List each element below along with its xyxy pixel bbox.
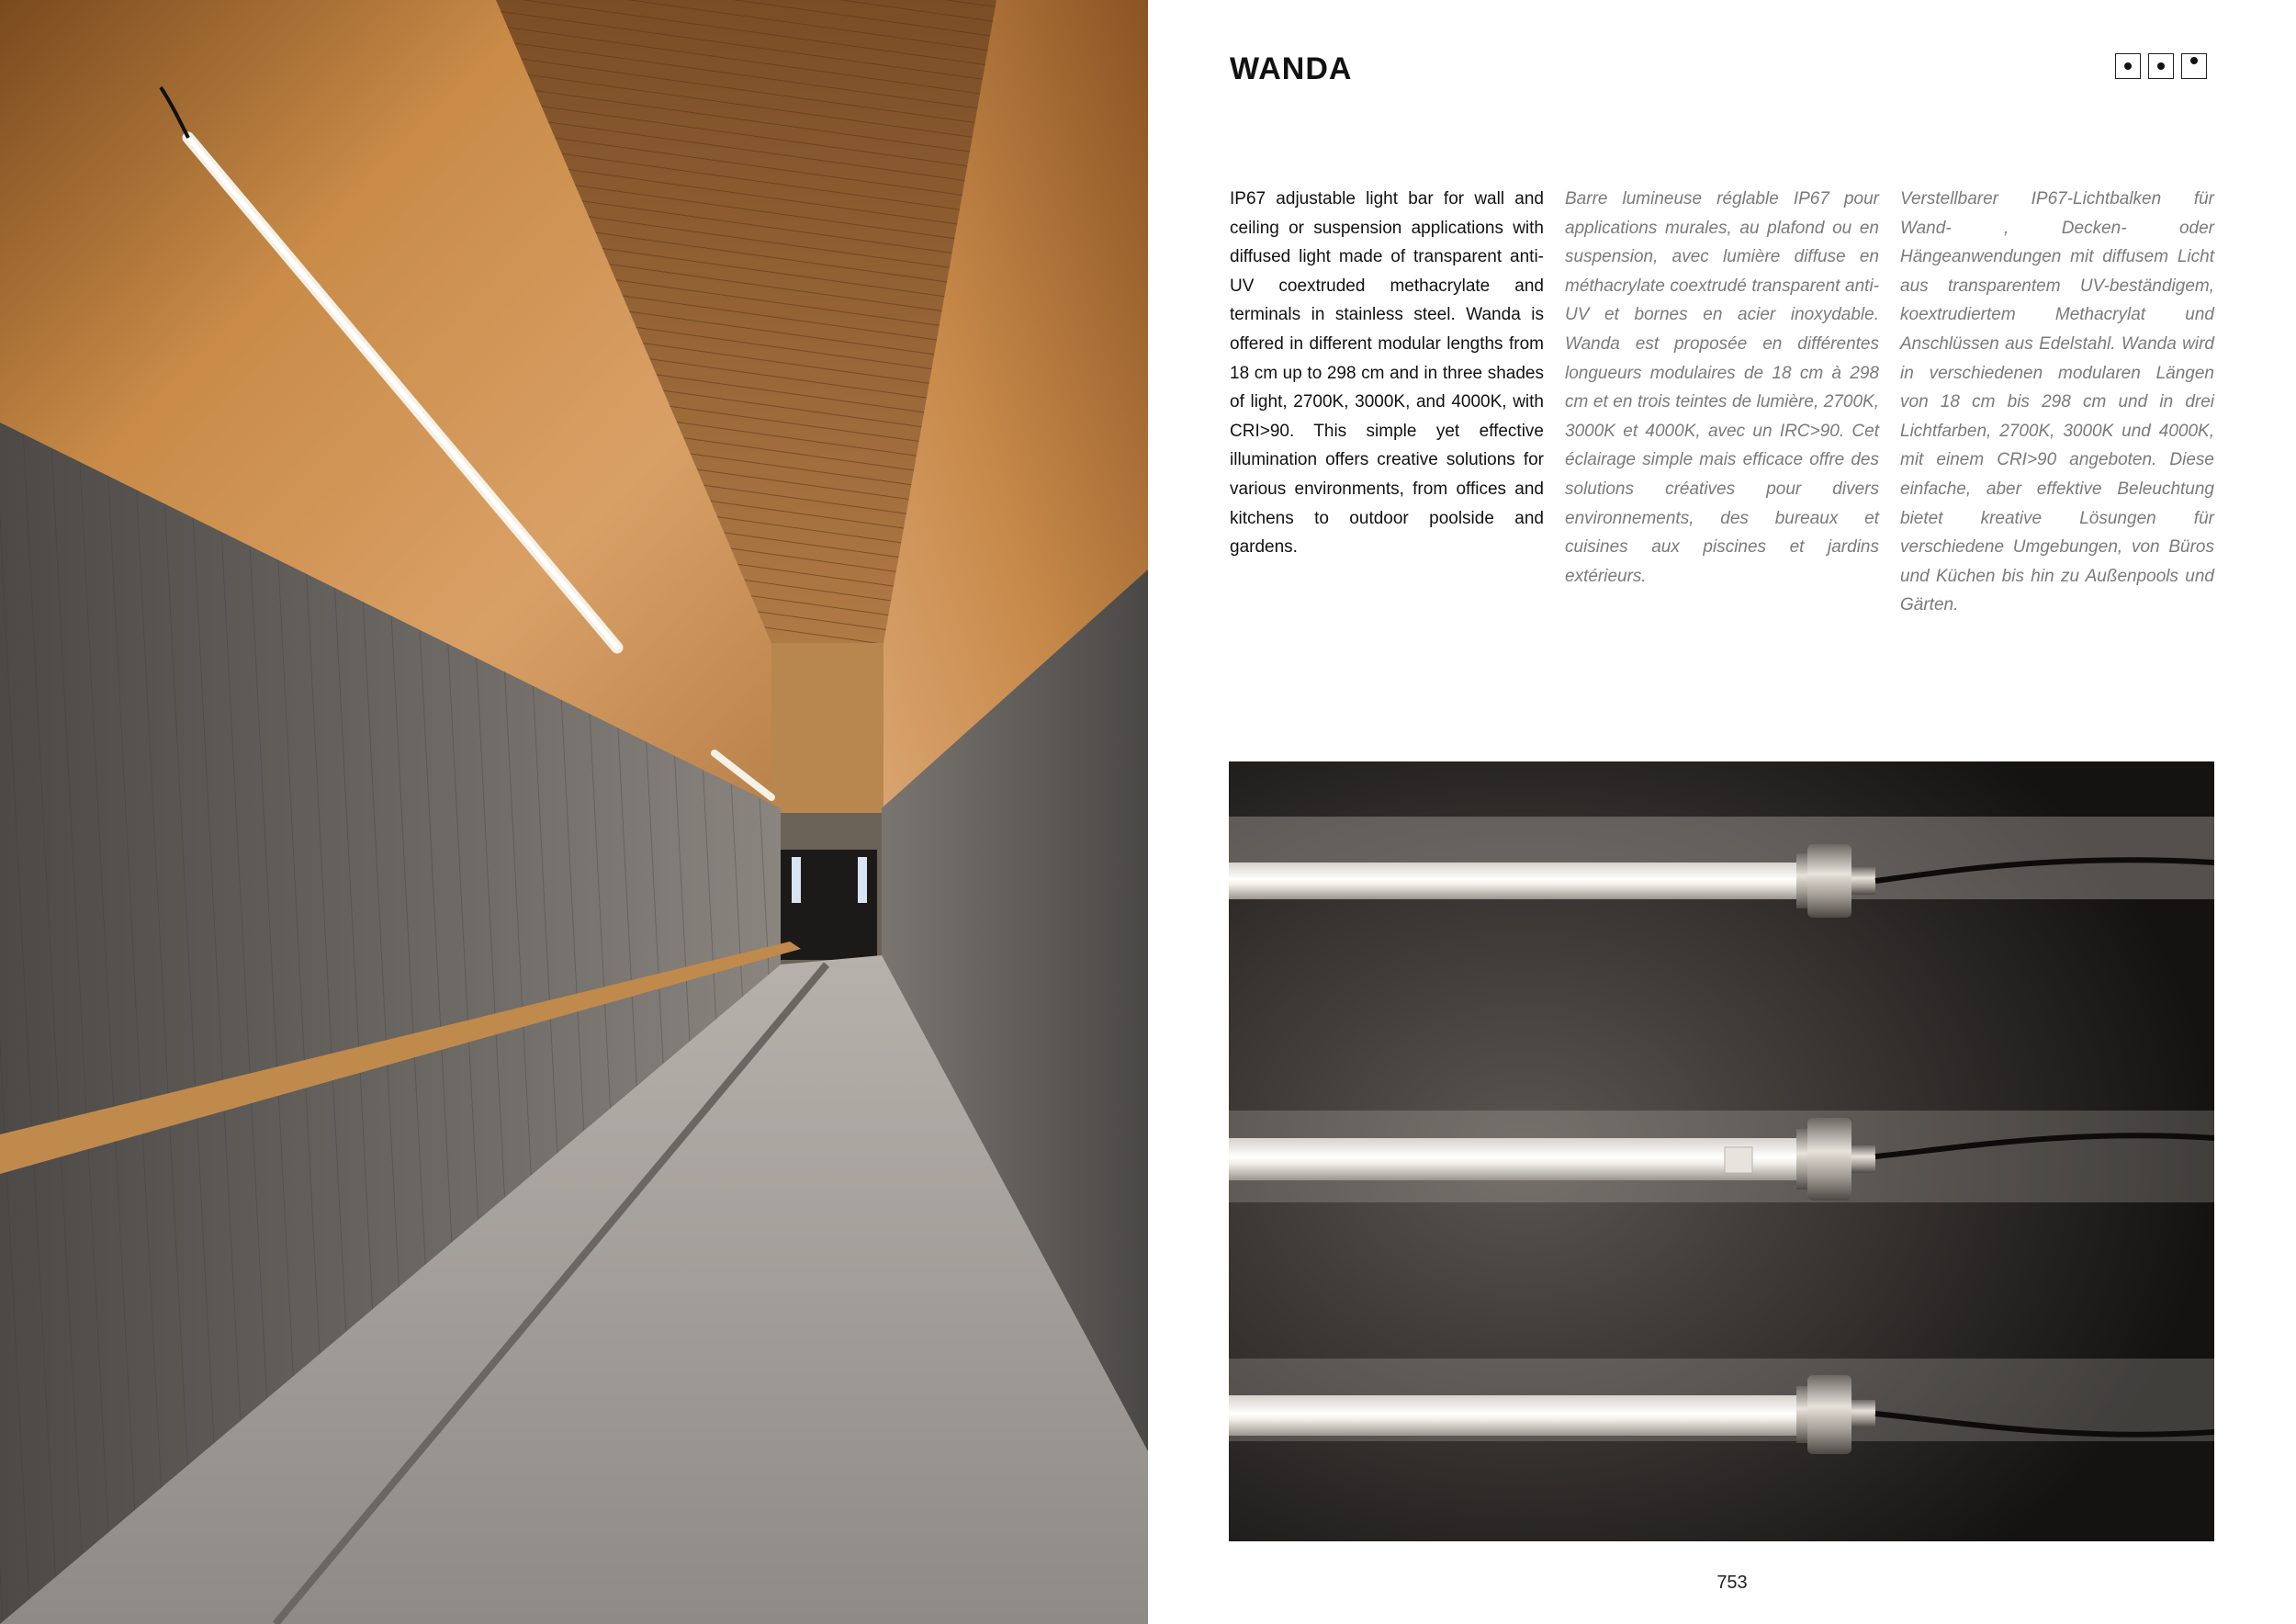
light-bar-photo: [1229, 761, 2214, 1541]
product-title: WANDA: [1230, 51, 1353, 86]
description-english: IP67 adjustable light bar for wall and ceiling or suspension applications with diffused light made of transparent anti-UV coextruded methacrylate and terminals in stainless steel. Wanda is offered in different modular lengths from 18 cm up to 298 cm and in three shades of light, 2700K, 3000K, and 4000K, with CRI>90. This simple yet effective illumination offers creative solutions for various environments, from offices and kitchens to outdoor poolside and gardens.: [1230, 189, 1544, 558]
wall-mount-icon: [2115, 53, 2141, 79]
ceiling-mount-icon: [2148, 53, 2174, 79]
description-french: Barre lumineuse réglable IP67 pour applications murales, au plafond ou en suspension, avec lumière diffuse en méthacrylate coextrudé transparent anti-UV et bornes en acier inoxydable. Wanda est proposée en différentes longueurs modulaires de 18 cm à 298 cm et en trois teintes de lumière, 2700K, 3000K et 4000K, avec un IRC>90. Cet éclairage simple mais efficace offre des solutions créatives pour divers environnements, des bureaux et cuisines aux piscines et jardins extérieurs.: [1565, 189, 1879, 586]
mounting-icons: [2115, 53, 2207, 79]
suspension-mount-icon: [2181, 53, 2207, 79]
description-german: Verstellbarer IP67-Lichtbalken für Wand- , Decken- oder Hängeanwendungen mit diffusem Licht aus transparentem UV-beständigem, koextrudiertem Methacrylat und Anschlüssen aus Edelstahl. Wanda wird in verschiedenen modularen Längen von 18 cm bis 298 cm und in drei Lichtfarben, 2700K, 3000K und 4000K, mit einem CRI>90 angeboten. Diese einfache, aber effektive Beleuchtung bietet kreative Lösungen für verschiedene Umgebungen, von Büros und Küchen bis hin zu Außenpools und Gärten.: [1900, 189, 2214, 615]
page-number: 753: [1716, 1573, 1748, 1593]
